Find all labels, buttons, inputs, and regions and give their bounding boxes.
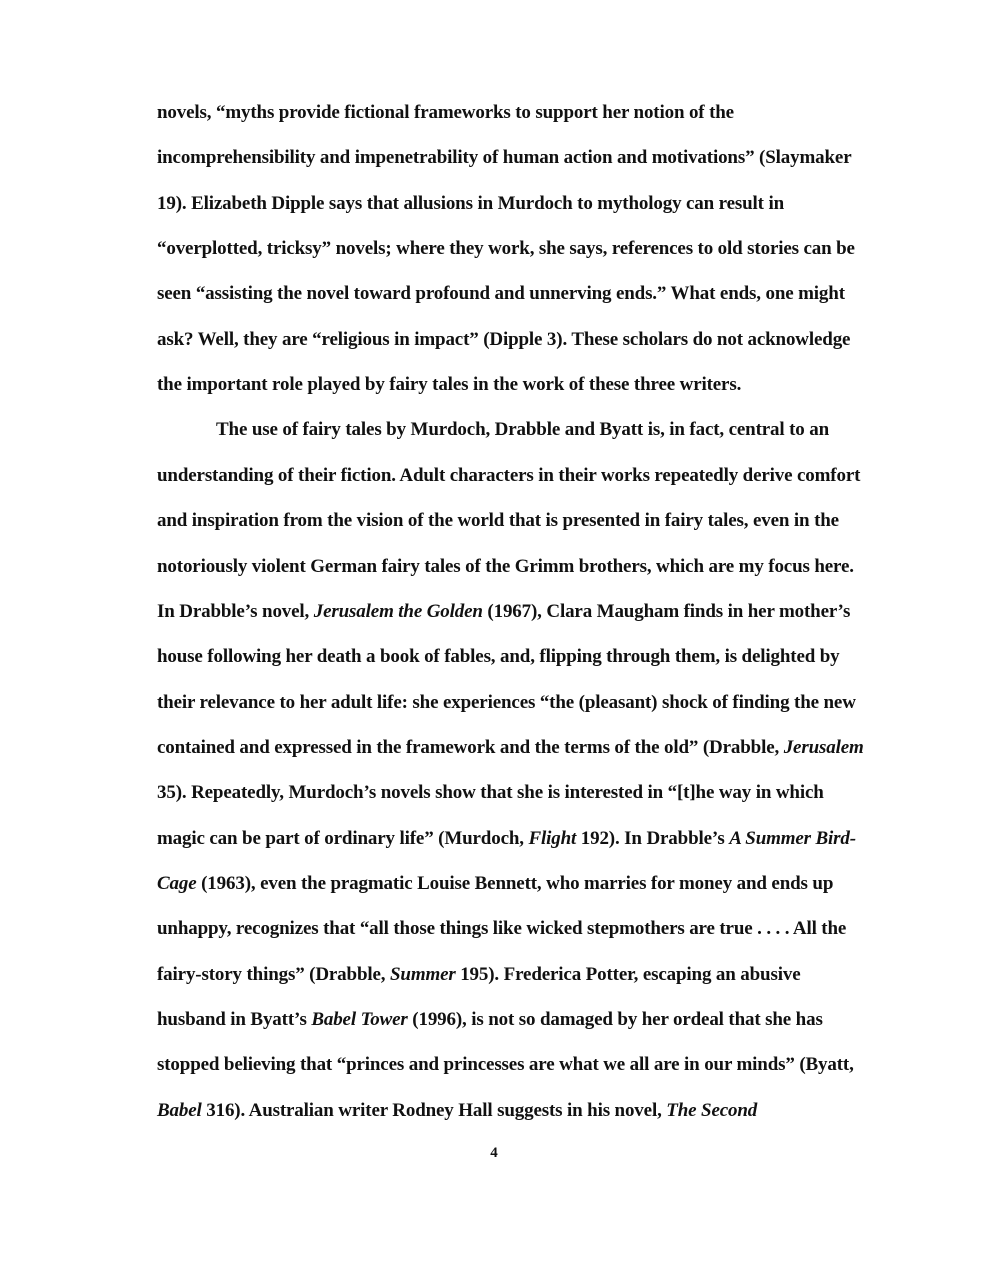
text-line — [157, 147, 851, 169]
text-run: seen “assisting the novel toward profound and unnerving ends.” What ends, one might — [157, 283, 845, 304]
italic-title: A Summer Bird- — [729, 828, 856, 849]
text-run: “overplotted, tricksy” novels; where they work, she says, references to old stories can be — [157, 238, 855, 259]
text-run: 35). Repeatedly, Murdoch’s novels show that she is interested in “[t]he way in which — [157, 782, 824, 803]
text-line — [157, 646, 840, 668]
text-run: notoriously violent German fairy tales of the Grimm brothers, which are my focus here. — [157, 556, 854, 577]
text-run: 316). Australian writer Rodney Hall suggests in his novel, — [201, 1100, 667, 1121]
text-line — [157, 283, 845, 305]
text-line — [157, 465, 860, 487]
text-run: house following her death a book of fables, and, flipping through them, is delighted by — [157, 646, 840, 667]
text-line — [157, 556, 854, 578]
text-line — [157, 510, 839, 532]
text-run: understanding of their fiction. Adult characters in their works repeatedly derive comfort — [157, 465, 861, 486]
italic-title: Babel Tower — [311, 1009, 408, 1030]
text-run: their relevance to her adult life: she experiences “the (pleasant) shock of finding the new — [157, 692, 856, 713]
text-run: unhappy, recognizes that “all those things like wicked stepmothers are true . . . . All the — [157, 918, 847, 939]
text-run: stopped believing that “princes and princesses are what we all are in our minds” (Byatt, — [157, 1054, 854, 1075]
text-line — [157, 737, 864, 759]
text-run: incomprehensibility and impenetrability of human action and motivations” (Slaymaker — [157, 147, 852, 168]
italic-title: Cage — [157, 873, 197, 894]
text-line — [157, 692, 856, 714]
italic-title: Jerusalem the Golden — [313, 601, 483, 622]
text-line — [157, 601, 850, 623]
text-line — [157, 374, 741, 396]
text-run: novels, “myths provide fictional frameworks to support her notion of the — [157, 102, 734, 123]
text-run: magic can be part of ordinary life” (Murdoch, — [157, 828, 529, 849]
text-line — [157, 828, 856, 850]
text-run: The use of fairy tales by Murdoch, Drabble and Byatt is, in fact, central to an — [216, 419, 830, 440]
text-run: 192). In Drabble’s — [576, 828, 730, 849]
text-run: the important role played by fairy tales in the work of these three writers. — [157, 374, 742, 395]
text-run: (1967), Clara Maugham finds in her mother’s — [482, 601, 851, 622]
text-run: husband in Byatt’s — [157, 1009, 312, 1030]
text-run: ask? Well, they are “religious in impact” (Dipple 3). These scholars do not acknowledge — [157, 329, 851, 350]
italic-title: The Second — [666, 1100, 758, 1121]
text-line — [157, 873, 833, 895]
text-line — [157, 1100, 757, 1122]
italic-title: Jerusalem — [783, 737, 864, 758]
text-run: and inspiration from the vision of the world that is presented in fairy tales, even in the — [157, 510, 839, 531]
text-line — [157, 1009, 823, 1031]
text-line — [157, 329, 850, 351]
text-run: (1963), even the pragmatic Louise Bennett, who marries for money and ends up — [196, 873, 834, 894]
italic-title: Summer — [389, 964, 456, 985]
text-run: In Drabble’s novel, — [157, 601, 314, 622]
text-line — [157, 782, 824, 804]
text-line — [216, 419, 829, 441]
page-number: 4 — [490, 1145, 498, 1161]
text-line — [157, 918, 846, 940]
text-run: fairy-story things” (Drabble, — [157, 964, 390, 985]
italic-title: Flight — [528, 828, 577, 849]
text-run: (1996), is not so damaged by her ordeal that she has — [407, 1009, 823, 1030]
text-line — [157, 1054, 854, 1076]
text-line — [157, 102, 734, 124]
text-run: contained and expressed in the framework and the terms of the old” (Drabble, — [157, 737, 784, 758]
text-run: 195). Frederica Potter, escaping an abusive — [455, 964, 801, 985]
text-line — [157, 964, 800, 986]
text-line — [157, 193, 784, 215]
text-line — [157, 238, 855, 260]
italic-title: Babel — [157, 1100, 202, 1121]
text-run: 19). Elizabeth Dipple says that allusions in Murdoch to mythology can result in — [157, 193, 785, 214]
